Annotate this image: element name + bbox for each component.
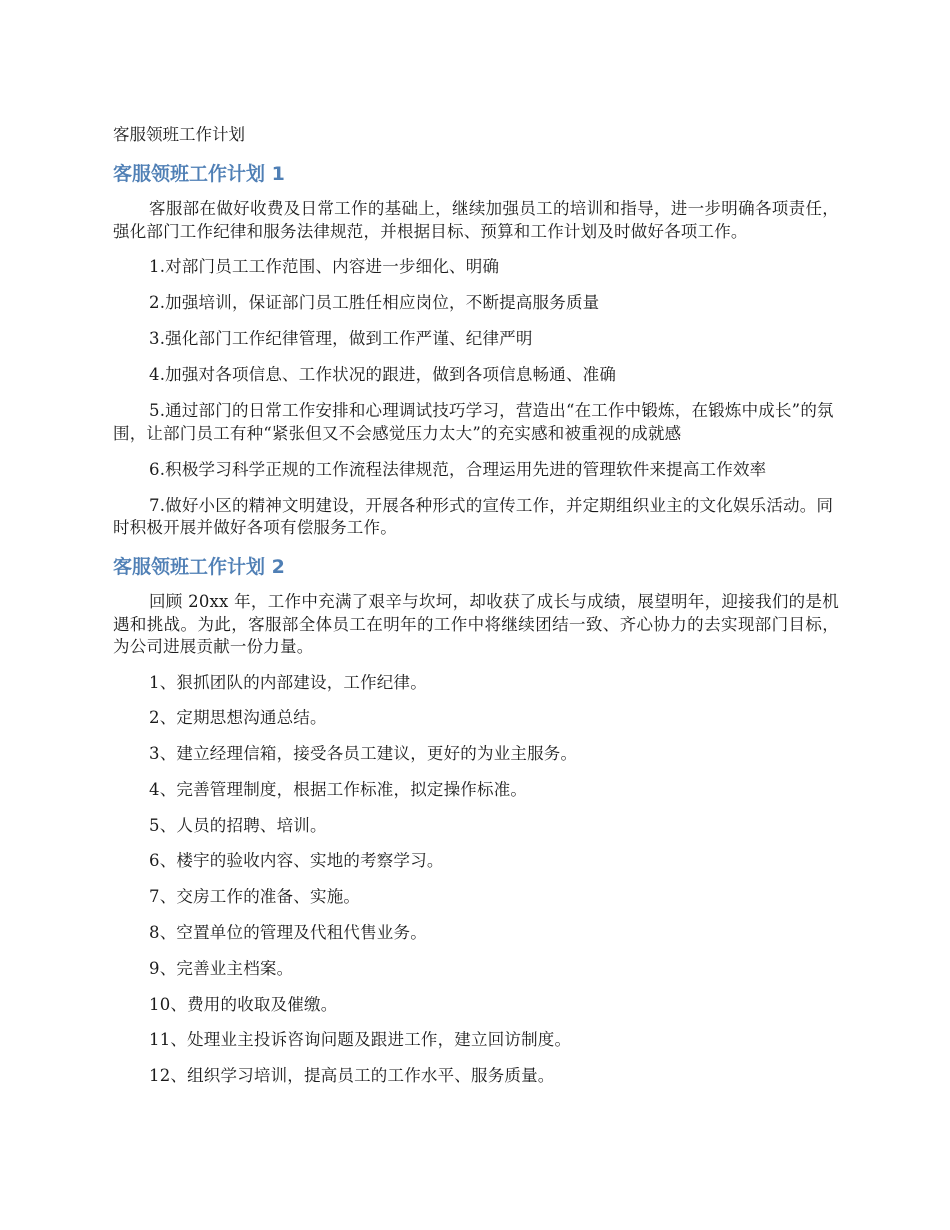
list-item: 6.积极学习科学正规的工作流程法律规范，合理运用先进的管理软件来提高工作效率 xyxy=(149,459,767,479)
section-1 xyxy=(113,160,839,540)
section-intro: 回顾 20xx 年，工作中充满了艰辛与坎坷，却收获了成长与成绩，展望明年，迎接我们的是机遇和挑战。为此，客服部全体员工在明年的工作中将继续团结一致、齐心协力的去实现部门目标，为公司进展贡献一份力量。 xyxy=(113,592,839,656)
list-item: 4、完善管理制度，根据工作标准，拟定操作标准。 xyxy=(149,779,528,799)
list-item: 7.做好小区的精神文明建设，开展各种形式的宣传工作，并定期组织业主的文化娱乐活动。同时积极开展并做好各项有偿服务工作。 xyxy=(113,495,834,537)
list-item: 10、费用的收取及催缴。 xyxy=(149,994,338,1014)
section-2 xyxy=(113,553,839,1088)
list-item: 2、定期思想沟通总结。 xyxy=(149,708,327,728)
document-page xyxy=(113,122,839,1101)
list-item: 2.加强培训，保证部门员工胜任相应岗位，不断提高服务质量 xyxy=(149,293,600,312)
list-item: 4.加强对各项信息、工作状况的跟进，做到各项信息畅通、准确 xyxy=(149,365,617,384)
list-item: 8、空置单位的管理及代租代售业务。 xyxy=(149,923,427,943)
list-item: 12、组织学习培训，提高员工的工作水平、服务质量。 xyxy=(149,1066,555,1086)
section-heading: 客服领班工作计划 1 xyxy=(113,163,285,185)
section-heading: 客服领班工作计划 2 xyxy=(113,556,285,578)
document-title: 客服领班工作计划 xyxy=(113,125,245,144)
list-item: 3.强化部门工作纪律管理，做到工作严谨、纪律严明 xyxy=(149,329,533,348)
list-item: 9、完善业主档案。 xyxy=(149,958,294,978)
list-item: 11、处理业主投诉咨询问题及跟进工作，建立回访制度。 xyxy=(149,1030,572,1050)
list-item: 5、人员的招聘、培训。 xyxy=(149,815,327,835)
list-item: 6、楼宇的验收内容、实地的考察学习。 xyxy=(149,851,444,871)
list-item: 7、交房工作的准备、实施。 xyxy=(149,887,361,907)
list-item: 1.对部门员工工作范围、内容进一步细化、明确 xyxy=(149,257,500,276)
list-item: 3、建立经理信箱，接受各员工建议，更好的为业主服务。 xyxy=(149,744,578,764)
section-intro: 客服部在做好收费及日常工作的基础上，继续加强员工的培训和指导，进一步明确各项责任，强化部门工作纪律和服务法律规范，并根据目标、预算和工作计划及时做好各项工作。 xyxy=(113,199,839,241)
list-item: 1、狠抓团队的内部建设，工作纪律。 xyxy=(149,672,427,692)
list-item: 5.通过部门的日常工作安排和心理调试技巧学习，营造出“在工作中锻炼，在锻炼中成长”的氛围，让部门员工有种“紧张但又不会感觉压力太大”的充实感和被重视的成就感 xyxy=(113,401,834,443)
